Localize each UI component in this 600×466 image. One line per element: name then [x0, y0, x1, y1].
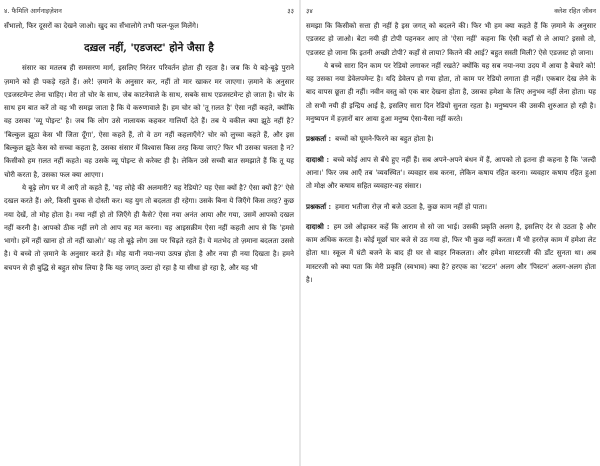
paragraph: सँभालो, फिर दूसरों का देखने जाओ। खुद का सँभालोगे तभी फल-फूल मिलेंगे।: [4, 22, 199, 30]
speaker-label: प्रश्नकर्ता :: [306, 134, 332, 144]
dialogue-text: हमारा भतीजा रोज़ नौ बजे उठता है, कुछ काम नहीं हो पाता।: [335, 202, 487, 211]
dialogue-text: हम उसे ओढ़ाकर कहें कि आराम से सो जा भाई। उसकी प्रकृति अलग है, इसलिए देर से उठता है और काम अधिक करता है। कोई मूर्छा चार बजे से उठ गया हो, फिर भी कुछ नहीं करता। मैं भी हररोज़ काम में हमेशा लेट होता था। स्कूल में घंटी बजने के बाद ही घर से बाहर निकलता। और हमेशा मास्टरजी की डाँट सुनता था। अब मास्टरजी को क्या पता कि मेरी प्रकृति (स्वभाव) क्या है? हरएक का 'स्टटन' अलग और 'पिस्टन' अलग-अलग होता है।: [306, 222, 596, 285]
page-number: ३३: [287, 6, 294, 15]
dialogue-entry: [306, 153, 596, 194]
chapter-title: ४. फैमिलि आर्गनाइज़ेशन: [4, 6, 62, 15]
right-page-header: [306, 0, 596, 20]
speaker-label: दादाश्री :: [306, 221, 330, 231]
paragraph: संसार का मतलब ही समसरण मार्ग, इसलिए निरंतर परिवर्तन होता ही रहता है। जब कि ये बड़े-बूढ़े पुराने ज़माने को ही पकड़े रहते हैं। अरे! ज़माने के अनुसार कर, नहीं तो मार खाकर मर जाएगा। ज़माने के अनुसार एडजस्टमेन्ट लेना चाहिए। मेरा तो चोर के साथ, जेब काटनेवाले के साथ, सबके साथ एडजस्टमेन्ट हो जाता है। चोर के साथ हम बात करें तो वह भी समझ जाता है कि ये करुणावाले हैं। हम चोर को 'तू ग़लत है' ऐसा नहीं कहते, क्योंकि वह उसका 'व्यू पोइन्ट' है। जब कि लोग उसे नालायक कहकर गालियाँ देते हैं। तब ये वकील क्या झूठे नहीं है? 'बिल्कुल झूठा केस भी जिता दूँगा', ऐसा कहते हैं, तो वे ठग नहीं कहलाएँगे? चोर को लुच्चा कहते हैं, और इस बिल्कुल झूठे केस को सच्चा कहता है, उसका संसार में विश्वास किस तरह किया जाए? फिर भी उसका चलता है न? किसीको हम ग़लत नहीं कहते। वह उसके व्यू पोइन्ट से करेक्ट ही है। लेकिन उसे सच्ची बात समझाते हैं कि तू यह चोरी करता है, उसका फल क्या आएगा।: [4, 64, 294, 179]
paragraph: ये बूढ़े लोग घर में आएँ तो कहते हैं, 'यह लोहे की अलमारी? यह रेडियो? यह ऐसा क्यों है? ऐसा क्यों है?' ऐसे दखल करते हैं। अरे, किसी युवक से दोस्ती कर। यह युग तो बदलता ही रहेगा। उसके बिना ये जिएँगे किस तरह? कुछ नया देखें, तो मोह होता है। नया नहीं हो तो जिएँगे ही कैसे? ऐसा नया अनंत आया और गया, उसमें आपको दखल नहीं करनी है। आपको ठीक नहीं लगे तो आप वह मत करना। यह आइसक्रीम ऐसा नहीं कहती आप से कि 'हमसे भागो। हमें नहीं खाना हो तो नहीं खाओ।' यह तो बूढ़े लोग उस पर चिढ़ते रहते हैं। ये मतभेद तो ज़माना बदलता उससे है। ये बच्चे तो ज़माने के अनुसार करते हैं। मोह यानी नया-नया उत्पन्न होता है और नया ही नया दिखता है। हमने बचपन से ही बुद्धि से बहुत सोच लिया है कि यह जगत् उल्टा हो रहा है या सीधा हो रहा है, और यह भी: [4, 183, 294, 272]
dialogue-text: बच्चे कोई आप से बँधे हुए नहीं हैं। सब अपने-अपने बंधन में हैं, आपको तो इतना ही कहना है कि 'जल्दी आना।' फिर जब आएँ तब 'व्यवस्थित'। व्यवहार सब करना, लेकिन कषाय रहित करना। व्यवहार कषाय रहित हुआ तो मोक्ष और कषाय सहित व्यवहार-वह संसार।: [306, 155, 596, 191]
dialogue-entry: [306, 132, 596, 146]
speaker-label: प्रश्नकर्ता :: [306, 201, 332, 211]
paragraph: समझा कि किसीको सत्ता ही नहीं है इस जगत् को बदलने की। फिर भी हम क्या कहते हैं कि ज़माने के अनुसार एडजस्ट हो जाओ। बेटा नयी ही टोपी पहनकर आए तो 'ऐसा नहीं' कहना कि ऐसी कहाँ से ले आया? इससे तो, एडजस्ट हो जाना कि इतनी अच्छी टोपी? कहाँ से लाया? कितने की आई? बहुत सस्ती मिली? ऐसे एडजस्ट हो जाना।: [306, 22, 596, 57]
page-number: ३४: [306, 6, 313, 15]
right-page-body: [306, 20, 596, 287]
section-title: दख़ल नहीं, 'एडजस्ट' होने जैसा है: [84, 42, 214, 55]
right-page: [300, 0, 600, 466]
speaker-label: दादाश्री :: [306, 154, 330, 164]
paragraph: ये बच्चे सारा दिन काम पर रेडियो लगाकर नहीं रखते? क्योंकि यह सब नया-नया उदय में आया है बेचारे को! यह उसका नया डेवेलपमेन्ट है। यदि डेवेलप हो गया होता, तो काम पर रेडियो लगाता ही नहीं। एकबार देख लेने के बाद वापस छूता ही नहीं। नवीन वस्तु को एक बार देखना होता है, उसका हमेशा के लिए अनुभव नहीं लेना होता। यह तो सभी नयी ही इन्द्रिय आई है, इसलिए सारा दिन रेडियो सुनता रहता है। मनुष्यपन की उसकी शुरुआत हो रही है। मनुष्यपन में हज़ारों बार आया हुआ मनुष्य ऐसा-वैसा नहीं करते।: [306, 61, 596, 124]
book-title: क्लेश रहित जीवन: [554, 6, 596, 15]
left-page-header: [4, 0, 294, 20]
dialogue-text: बच्चों को घूमने-फिरने का बहुत होता है।: [335, 135, 434, 144]
left-page-body: [4, 20, 294, 275]
dialogue-entry: [306, 200, 596, 214]
dialogue-entry: [306, 220, 596, 287]
